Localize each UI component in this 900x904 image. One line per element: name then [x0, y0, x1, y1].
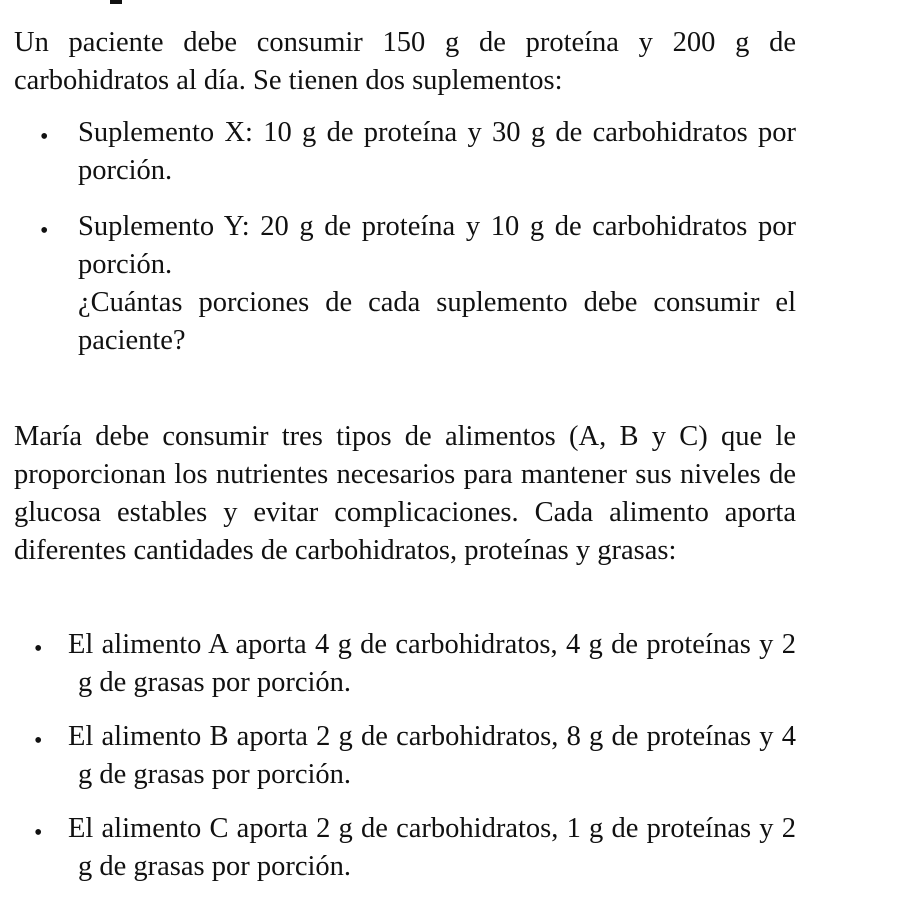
problem1-item-x: Suplemento X: 10 g de proteína y 30 g de carbohidratos por porción.: [78, 117, 796, 186]
problem2-item-a: El alimento A aporta 4 g de carbohidratos, 4 g de proteínas y 2 g de grasas por porción.: [68, 629, 796, 698]
problem2-intro: María debe consumir tres tipos de alimentos (A, B y C) que le proporcionan los nutrientes necesarios para mantener sus niveles de glucosa estables y evitar complicaciones. Cada alimento aporta diferentes cantidades de carbohidratos, proteínas y grasas:: [14, 421, 796, 566]
bullet-icon: •: [40, 218, 49, 244]
problem2-item-c: El alimento C aporta 2 g de carbohidratos, 1 g de proteínas y 2 g de grasas por porción.: [68, 813, 796, 882]
cropped-text-fragment: [110, 0, 122, 4]
bullet-icon: •: [34, 728, 43, 754]
problem1-intro: Un paciente debe consumir 150 g de proteína y 200 g de carbohidratos al día. Se tienen dos suplementos:: [14, 27, 796, 96]
bullet-icon: •: [34, 820, 43, 846]
problem1-item-y: Suplemento Y: 20 g de proteína y 10 g de carbohidratos por porción.: [78, 211, 796, 280]
problem2-item-b: El alimento B aporta 2 g de carbohidratos, 8 g de proteínas y 4 g de grasas por porción.: [68, 721, 796, 790]
bullet-icon: •: [40, 124, 49, 150]
problem1-question: ¿Cuántas porciones de cada suplemento debe consumir el paciente?: [78, 287, 796, 356]
bullet-icon: •: [34, 636, 43, 662]
